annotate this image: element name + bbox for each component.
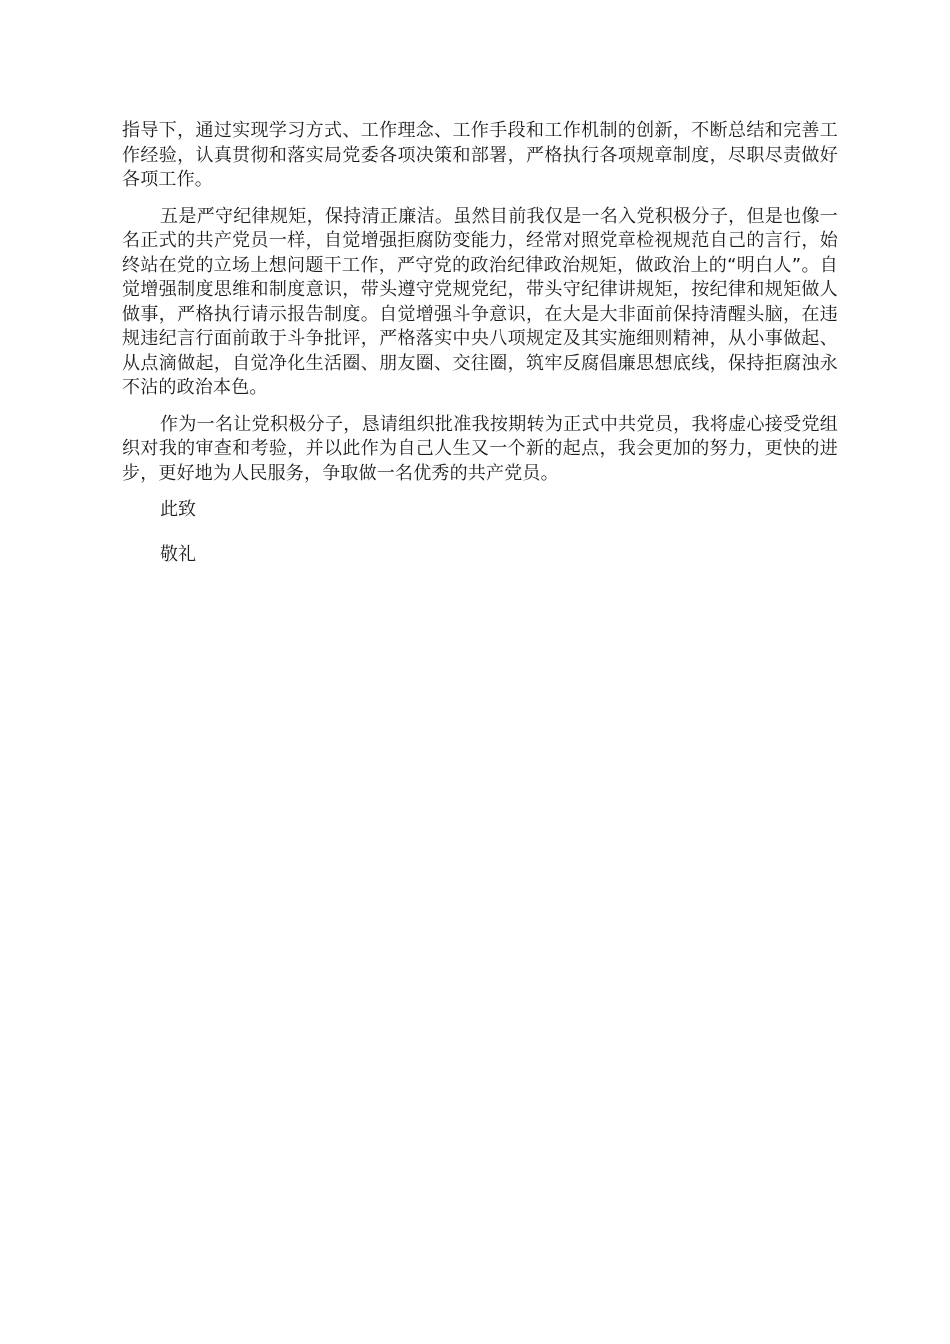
document-page (122, 119, 838, 587)
closing-salutation: 此致 (160, 499, 196, 520)
paragraph-request: 作为一名让党积极分子，恳请组织批准我按期转为正式中共党员，我将虚心接受党组织对我的审查和考验，并以此作为自己人生又一个新的起点，我会更加的努力，更快的进步，更好地为人民服务，争取做一名优秀的共产党员。 (122, 413, 838, 484)
closing-regards: 敬礼 (160, 543, 196, 565)
paragraph-discipline: 五是严守纪律规矩，保持清正廉洁。虽然目前我仅是一名入党积极分子，但是也像一名正式的共产党员一样，自觉增强拒腐防变能力，经常对照党章检视规范自己的言行，始终站在党的立场上想问题干工作，严守党的政治纪律政治规矩，做政治上的“明白人”。自觉增强制度思维和制度意识，带头遵守党规党纪，带头守纪律讲规矩，按纪律和规矩做人做事，严格执行请示报告制度。自觉增强斗争意识，在大是大非面前保持清醒头脑，在违规违纪言行面前敢于斗争批评，严格落实中央八项规定及其实施细则精神，从小事做起、从点滴做起，自觉净化生活圈、朋友圈、交往圈，筑牢反腐倡廉思想底线，保持拒腐浊永不沾的政治本色。 (122, 205, 838, 398)
paragraph-continuation: 指导下，通过实现学习方式、工作理念、工作手段和工作机制的创新，不断总结和完善工作经验，认真贯彻和落实局党委各项决策和部署，严格执行各项规章制度，尽职尽责做好各项工作。 (122, 120, 838, 190)
